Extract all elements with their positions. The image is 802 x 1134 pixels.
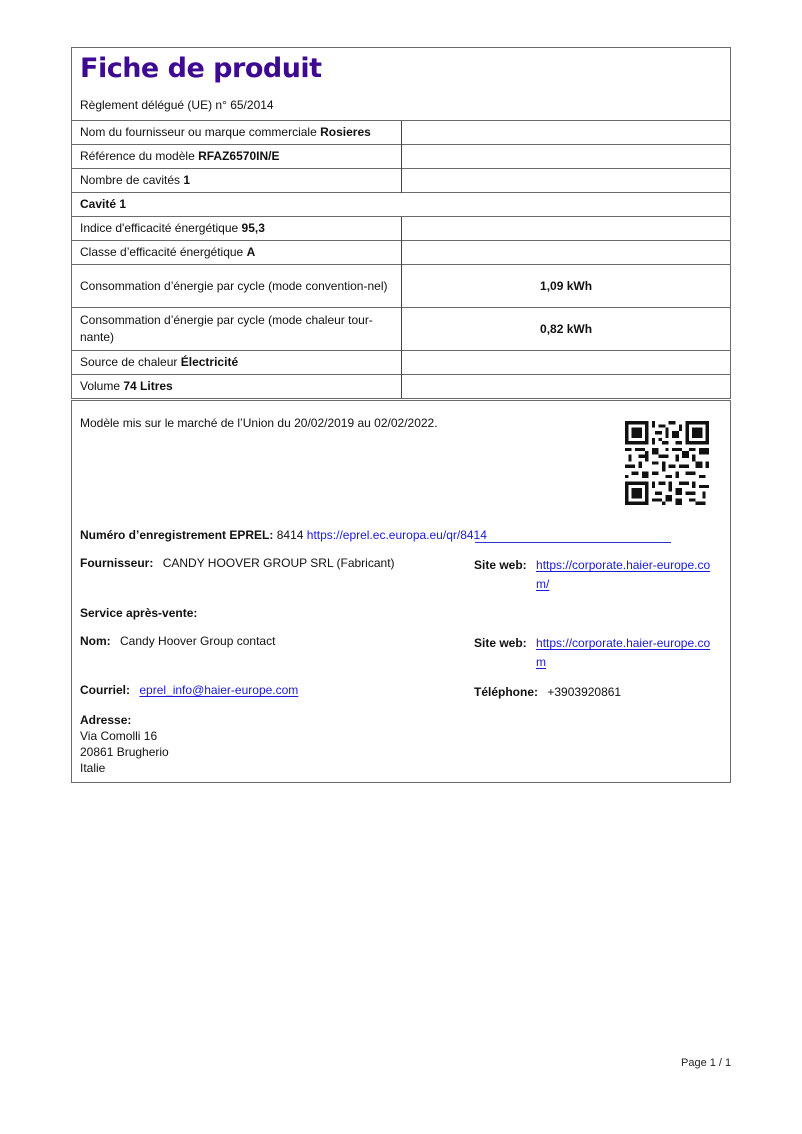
name-value: Candy Hoover Group contact <box>120 634 276 648</box>
address-line: Italie <box>80 761 106 775</box>
table-row <box>72 145 730 169</box>
supplier-row <box>80 556 395 570</box>
address-line: Via Comolli 16 <box>80 729 158 743</box>
eprel-number: 8414 <box>276 528 304 542</box>
phone-row <box>474 683 724 702</box>
consumption-fan-label: Consommation d’énergie par cycle (mode chaleur tour-nante) <box>72 308 402 351</box>
heat-source-value: Électricité <box>180 355 239 369</box>
table-row <box>72 193 730 217</box>
address-line: 20861 Brugherio <box>80 745 169 759</box>
table-row <box>72 169 730 193</box>
qr-code-icon[interactable] <box>625 421 709 505</box>
eei-value: 95,3 <box>241 221 265 235</box>
table-row <box>72 265 730 308</box>
table-row <box>72 241 730 265</box>
empty-cell <box>402 145 730 169</box>
table-row <box>72 217 730 241</box>
supplier-website-link[interactable]: https://corporate.haier-europe.com/ <box>536 558 711 591</box>
product-sheet <box>71 47 731 399</box>
consumption-fan-value: 0,82 kWh <box>402 308 730 351</box>
eprel-label: Numéro d’enregistrement EPREL: <box>80 528 274 542</box>
email-label: Courriel: <box>80 683 131 697</box>
email-link[interactable]: eprel_info@haier-europe.com <box>139 683 299 697</box>
eprel-link[interactable]: https://eprel.ec.europa.eu/qr/8414 <box>306 528 487 542</box>
name-label: Nom: <box>80 634 111 648</box>
supplier-label: Nom du fournisseur ou marque commerciale <box>80 125 317 139</box>
page-title: Fiche de produit <box>80 53 322 84</box>
market-period-text: Modèle mis sur le marché de l’Union du 20/02/2019 au 02/02/2022. <box>80 416 438 430</box>
cavities-label: Nombre de cavités <box>80 173 181 187</box>
empty-cell <box>402 121 730 145</box>
email-row <box>80 683 298 697</box>
consumption-conventional-label: Consommation d’énergie par cycle (mode convention-nel) <box>72 265 402 308</box>
energy-class-value: A <box>246 245 256 259</box>
info-box <box>71 400 731 783</box>
eei-label: Indice d'efficacité énergétique <box>80 221 239 235</box>
service-website-row <box>474 634 724 672</box>
heat-source-label: Source de chaleur <box>80 355 178 369</box>
page-number: Page 1 / 1 <box>681 1057 732 1069</box>
supplier-website-row <box>474 556 724 594</box>
empty-cell <box>402 351 730 375</box>
empty-cell <box>402 241 730 265</box>
supplier-value: Rosieres <box>320 125 371 139</box>
empty-cell <box>402 169 730 193</box>
consumption-conventional-value: 1,09 kWh <box>402 265 730 308</box>
model-label: Référence du modèle <box>80 149 195 163</box>
empty-cell <box>402 217 730 241</box>
phone-label: Téléphone: <box>474 685 539 699</box>
after-sales-heading <box>80 606 197 620</box>
table-row <box>72 308 730 351</box>
table-row <box>72 121 730 145</box>
table-row <box>72 375 730 399</box>
table-row <box>72 351 730 375</box>
empty-cell <box>402 375 730 399</box>
energy-class-label: Classe d’efficacité énergétique <box>80 245 244 259</box>
address-label: Adresse: <box>80 713 132 727</box>
service-website-link[interactable]: https://corporate.haier-europe.com <box>536 636 711 669</box>
model-value: RFAZ6570IN/E <box>198 149 280 163</box>
cavity-heading: Cavité 1 <box>72 193 730 217</box>
title-block <box>72 48 730 121</box>
eprel-link-underline <box>475 542 671 543</box>
volume-value: 74 Litres <box>123 379 173 393</box>
service-name-row <box>80 634 275 648</box>
supplier-value: CANDY HOOVER GROUP SRL (Fabricant) <box>162 556 395 570</box>
specs-table <box>72 121 730 398</box>
volume-label: Volume <box>80 379 121 393</box>
phone-value: +3903920861 <box>547 685 622 699</box>
regulation-text: Règlement délégué (UE) n° 65/2014 <box>80 98 274 112</box>
after-sales-label: Service après-vente: <box>80 606 198 620</box>
cavities-value: 1 <box>183 173 191 187</box>
website-label: Site web: <box>474 558 527 572</box>
supplier-label: Fournisseur: <box>80 556 154 570</box>
address-block <box>80 712 169 776</box>
website-label: Site web: <box>474 636 527 650</box>
eprel-registration <box>80 528 487 542</box>
